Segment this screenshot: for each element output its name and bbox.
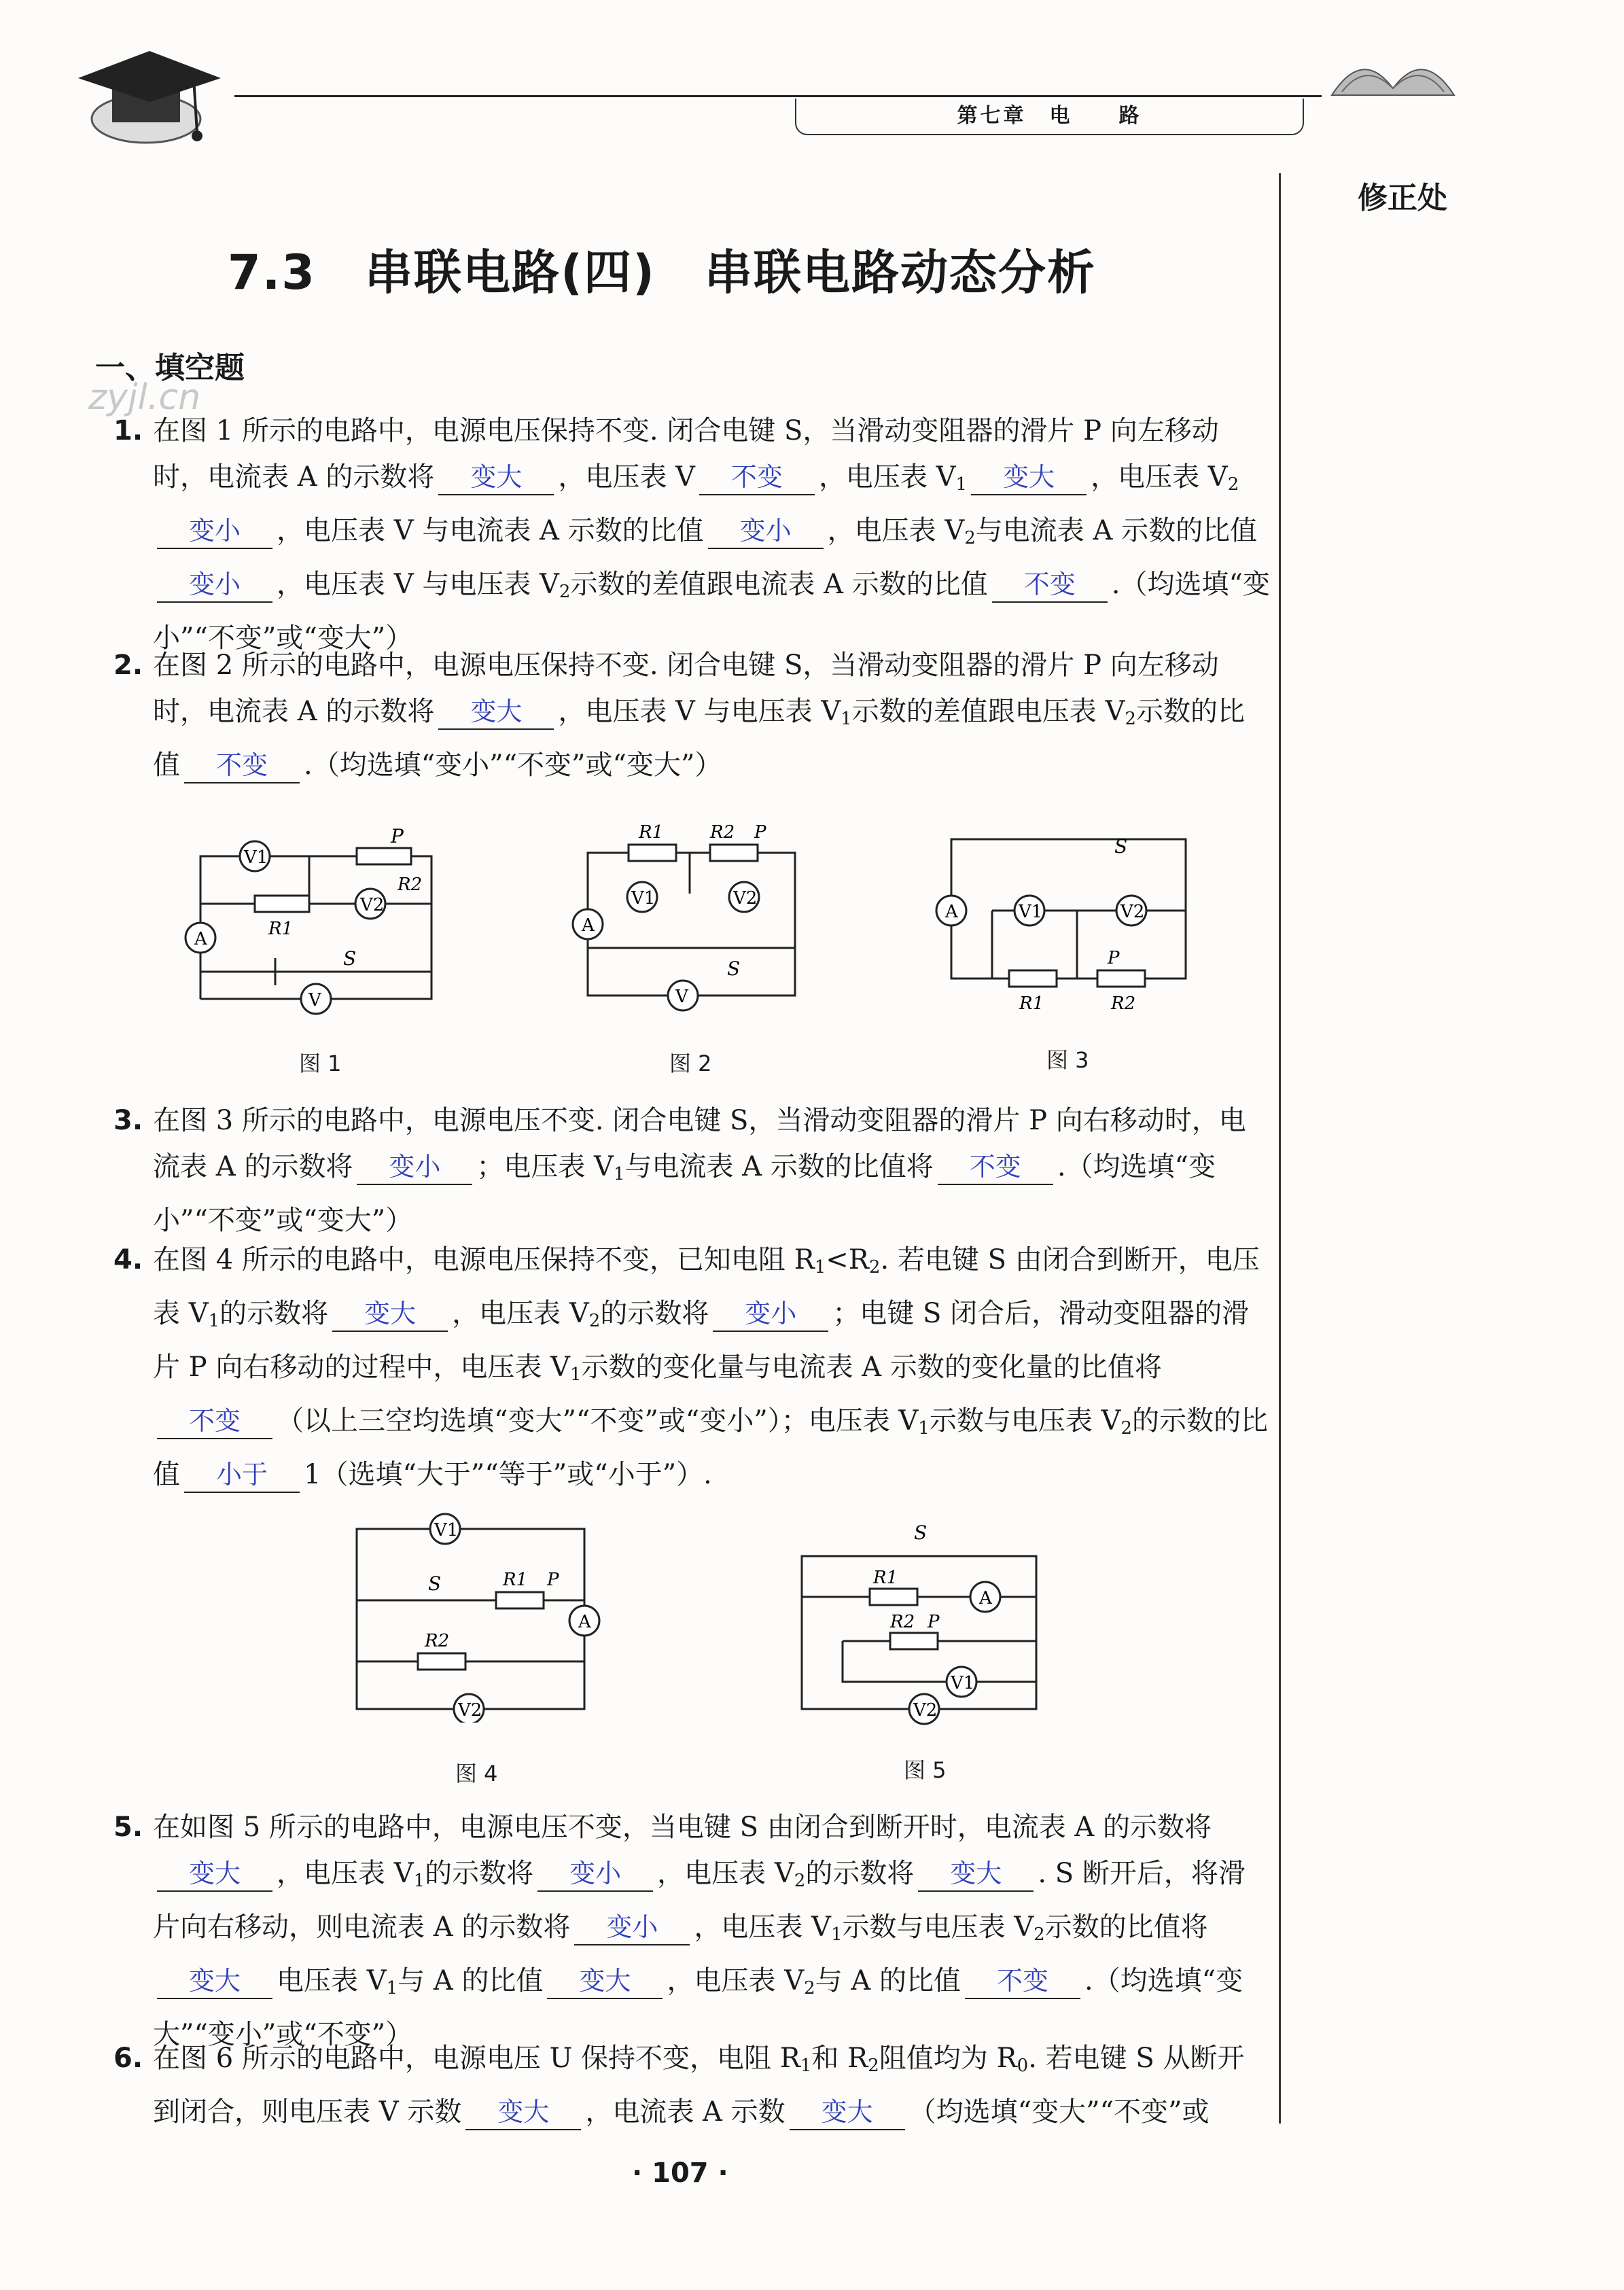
resistor-r2 [890,1633,938,1649]
question-number: 6. [113,2043,143,2074]
meter-label: V2 [360,895,385,915]
question-text: 的示数的比值 [153,1405,1268,1490]
question-text: ；电压表 V [476,1151,614,1182]
question-text: 在图 3 所示的电路中，电源电压不变. 闭合电键 S，当滑动变阻器的滑片 P 向右移动时，电流表 A 的示数将 [153,1105,1246,1182]
answer-blank: 变小 [708,514,824,549]
voltmeter-v1 [430,1514,460,1544]
question-text: 与电流表 A 示数的比值将 [624,1151,934,1182]
meter-label: A [578,1612,591,1632]
question-text: ，电压表 V [452,1298,589,1329]
question-5 [113,1804,1271,2058]
question-text: ，电流表 A 示数 [585,2096,785,2128]
question-text: . 若电键 S 从断开到闭合，则电压表 V 示数 [153,2043,1245,2128]
question-number: 4. [113,1244,143,1275]
circuit-figure-3 [924,812,1196,1016]
voltmeter-v2 [355,889,385,919]
subscript: 2 [1120,1418,1132,1439]
question-text: 在图 4 所示的电路中，电源电压保持不变，已知电阻 R [153,1244,815,1275]
answer-blank: 变大 [332,1297,448,1332]
subscript: 2 [1125,709,1136,729]
label-r1: R1 [1019,993,1044,1014]
page-number: · 107 · [632,2157,728,2189]
question-text: ，电压表 V [667,1965,805,1996]
question-3 [113,1097,1271,1244]
figure-caption-1: 图 1 [299,1051,342,1076]
voltmeter-v1 [1014,896,1044,926]
question-text: 在图 2 所示的电路中，电源电压保持不变. 闭合电键 S，当滑动变阻器的滑片 P 向左移动时，电流表 A 的示数将 [153,650,1219,727]
answer-blank: 不变 [699,460,815,495]
meter-label: V2 [458,1700,482,1721]
question-text: 与 A 的比值 [398,1965,544,1996]
answer-blank: 变小 [574,1910,690,1945]
question-text: ，电压表 V 与电压表 V [277,569,559,600]
voltmeter-v1 [627,882,657,912]
meter-label: V1 [1019,902,1043,922]
ammeter-a [569,1606,599,1636]
open-book-icon [1328,41,1458,102]
question-text: ，电压表 V [558,461,695,493]
resistor-r1 [629,845,676,861]
answer-blank: 变小 [157,567,272,603]
margin-rule [1279,173,1281,2124]
resistor-r1 [496,1592,544,1608]
section-heading: 一、填空题 [95,351,245,385]
question-text: .（均选填“变小”“不变”或“变大”） [153,1151,1216,1236]
answer-blank: 不变 [157,1404,272,1439]
meter-label: V1 [244,847,268,868]
meter-label: A [979,1588,992,1608]
label-p: P [754,822,766,843]
subscript: 1 [569,1364,582,1385]
question-text: （均选填“变大”“不变”或 [908,2096,1210,2128]
question-text: 阻值均为 R [879,2043,1017,2074]
subscript: 2 [804,1978,815,1998]
question-4 [113,1237,1271,1498]
meter-label: V2 [1120,902,1145,922]
answer-blank: 不变 [938,1150,1053,1185]
ammeter-a [970,1582,1000,1612]
subscript: 1 [413,1871,425,1891]
label-r2: R2 [398,875,423,895]
meter-label: V1 [631,888,656,909]
resistor-r2 [1097,970,1145,987]
answer-blank: 变大 [465,2095,581,2130]
question-text: . S 断开后，将滑片向右移动，则电流表 A 的示数将 [153,1858,1246,1943]
question-number: 1. [113,415,143,446]
label-s: S [343,947,357,970]
subscript: 1 [955,474,968,495]
subscript: 2 [559,582,571,602]
meter-label: A [194,929,207,949]
question-text: ，电压表 V [694,1912,831,1943]
subscript: 2 [1034,1924,1045,1945]
resistor-r1 [1009,970,1057,987]
subscript: 1 [800,2056,812,2076]
subscript: 2 [794,1871,806,1891]
answer-blank: 变大 [157,1856,272,1892]
label-r1: R1 [268,919,294,939]
correction-label: 修正处 [1358,181,1447,215]
answer-blank: 变大 [790,2095,905,2130]
figure-caption-3: 图 3 [1046,1047,1089,1073]
question-text: .（均选填“变大”“变小”或“不变”） [153,1965,1243,2050]
voltmeter-v [668,981,698,1010]
circuit-figure-4 [340,1505,612,1723]
label-r1: R1 [639,822,664,843]
label-r2: R2 [890,1612,915,1632]
resistor-r1 [870,1589,917,1605]
question-text: ；电键 S 闭合后，滑动变阻器的滑片 P 向右移动的过程中，电压表 V [153,1298,1250,1383]
meter-label: A [582,915,595,936]
question-text: 示数的差值跟电流表 A 示数的比值 [570,569,988,600]
chapter-title: 第七章 电 路 [795,99,1304,135]
ammeter-a [186,923,215,953]
ammeter-a [573,909,603,939]
answer-blank: 变小 [157,514,272,549]
meter-label: V1 [434,1520,459,1540]
meter-label: V1 [951,1673,975,1693]
question-number: 5. [113,1812,143,1843]
circuit-figure-1 [173,822,459,1026]
question-text: ，电压表 V [818,461,956,493]
question-text: 示数的变化量与电流表 A 示数的变化量的比值将 [581,1352,1162,1383]
answer-blank: 不变 [184,748,300,783]
label-r2: R2 [1111,993,1136,1014]
question-text: ，电压表 V [1091,461,1228,493]
label-s: S [1114,835,1128,858]
voltmeter-v2 [1116,896,1146,926]
subscript: 2 [964,528,976,548]
question-1 [113,408,1271,661]
question-text: 示数与电压表 V [842,1912,1034,1943]
circuit-figure-5 [788,1519,1046,1729]
meter-label: A [945,902,958,922]
label-r2: R2 [425,1631,450,1651]
label-s: S [914,1521,928,1544]
subscript: 2 [868,2056,879,2076]
subscript: 1 [814,1257,826,1278]
question-text: 示数的差值跟电压表 V [851,696,1125,727]
question-text: 示数的比值 [153,696,1245,781]
voltmeter-v1 [240,841,270,871]
question-text: 示数与电压表 V [929,1405,1121,1437]
question-text: 在图 1 所示的电路中，电源电压保持不变. 闭合电键 S，当滑动变阻器的滑片 P 向左移动时，电流表 A 的示数将 [153,415,1219,493]
label-p: P [391,825,404,847]
question-text: . 若电键 S 由闭合到断开，电压表 V [153,1244,1260,1329]
subscript: 1 [386,1978,398,1998]
voltmeter-v2 [729,882,759,912]
graduation-cap-icon [71,37,228,153]
question-text: 的示数将 [600,1298,709,1329]
meter-label: V [308,990,321,1010]
label-p: P [547,1570,559,1590]
question-text: 的示数将 [425,1858,534,1889]
question-text: ，电压表 V [277,1858,414,1889]
subscript: 1 [918,1418,930,1439]
figure-caption-4: 图 4 [455,1761,498,1786]
question-text: 的示数将 [219,1298,329,1329]
question-text: .（均选填“变小”“不变”或“变大”） [304,750,722,781]
question-text: ，电压表 V 与电压表 V [558,696,841,727]
question-text: ，电压表 V [827,515,965,546]
question-text: 1（选填“大于”“等于”或“小于”）. [304,1459,712,1490]
watermark: zyjl.cn [88,377,201,418]
header-rule [234,95,1322,97]
answer-blank: 变小 [537,1856,653,1892]
question-text: ，电压表 V 与电流表 A 示数的比值 [277,515,704,546]
resistor-r1 [255,896,309,912]
question-6 [113,2035,1271,2135]
meter-label: V2 [733,888,758,909]
subscript: 1 [830,1924,843,1945]
question-number: 2. [113,650,143,681]
question-text: 与 A 的比值 [815,1965,961,1996]
subscript: 2 [588,1311,601,1331]
answer-blank: 小于 [184,1458,300,1493]
answer-blank: 变大 [438,694,554,730]
page-title: 7.3 串联电路(四) 串联电路动态分析 [228,245,1096,300]
subscript: 1 [613,1164,625,1184]
label-p: P [1108,948,1120,968]
voltmeter-v [301,984,331,1014]
answer-blank: 变小 [713,1297,828,1332]
label-p: P [928,1612,940,1632]
label-s: S [428,1572,442,1595]
subscript: 1 [841,709,852,729]
resistor-r2 [357,848,411,864]
question-text: 示数的比值将 [1044,1912,1208,1943]
answer-blank: 不变 [992,567,1108,603]
voltmeter-v1 [947,1667,976,1697]
subscript: 2 [1227,474,1239,495]
answer-blank: 变大 [547,1964,663,1999]
subscript: 2 [868,1257,881,1278]
label-r2: R2 [710,822,735,843]
question-text: 电压表 V [277,1965,387,1996]
question-number: 3. [113,1105,143,1136]
question-text: <R [826,1244,869,1275]
answer-blank: 变小 [357,1150,472,1185]
label-r1: R1 [503,1570,528,1590]
answer-blank: 变大 [157,1964,272,1999]
question-2 [113,642,1271,788]
question-text: 的示数将 [805,1858,915,1889]
voltmeter-v2 [909,1694,939,1724]
resistor-r2 [418,1653,465,1670]
question-text: 在图 6 所示的电路中，电源电压 U 保持不变，电阻 R [153,2043,800,2074]
subscript: 0 [1017,2056,1029,2076]
ammeter-a [936,896,966,926]
figure-caption-2: 图 2 [669,1051,712,1076]
circuit-figure-2 [561,812,819,1016]
answer-blank: 不变 [965,1964,1080,1999]
question-text: 在如图 5 所示的电路中，电源电压不变，当电键 S 由闭合到断开时，电流表 A 的示数将 [153,1812,1212,1843]
meter-label: V2 [913,1700,938,1721]
answer-blank: 变大 [971,460,1087,495]
question-text: ，电压表 V [657,1858,794,1889]
subscript: 1 [208,1311,220,1331]
label-r1: R1 [873,1568,898,1588]
figure-caption-5: 图 5 [904,1757,947,1783]
answer-blank: 变大 [438,460,554,495]
question-text: 和 R [811,2043,868,2074]
question-text: .（均选填“变小”“不变”或“变大”） [153,569,1270,654]
label-s: S [727,957,741,980]
meter-label: V [675,987,688,1007]
question-text: 与电流表 A 示数的比值 [975,515,1258,546]
resistor-r2 [710,845,758,861]
question-text: （以上三空均选填“变大”“不变”或“变小”）；电压表 V [277,1405,919,1437]
answer-blank: 变大 [918,1856,1034,1892]
voltmeter-v2 [454,1694,484,1723]
